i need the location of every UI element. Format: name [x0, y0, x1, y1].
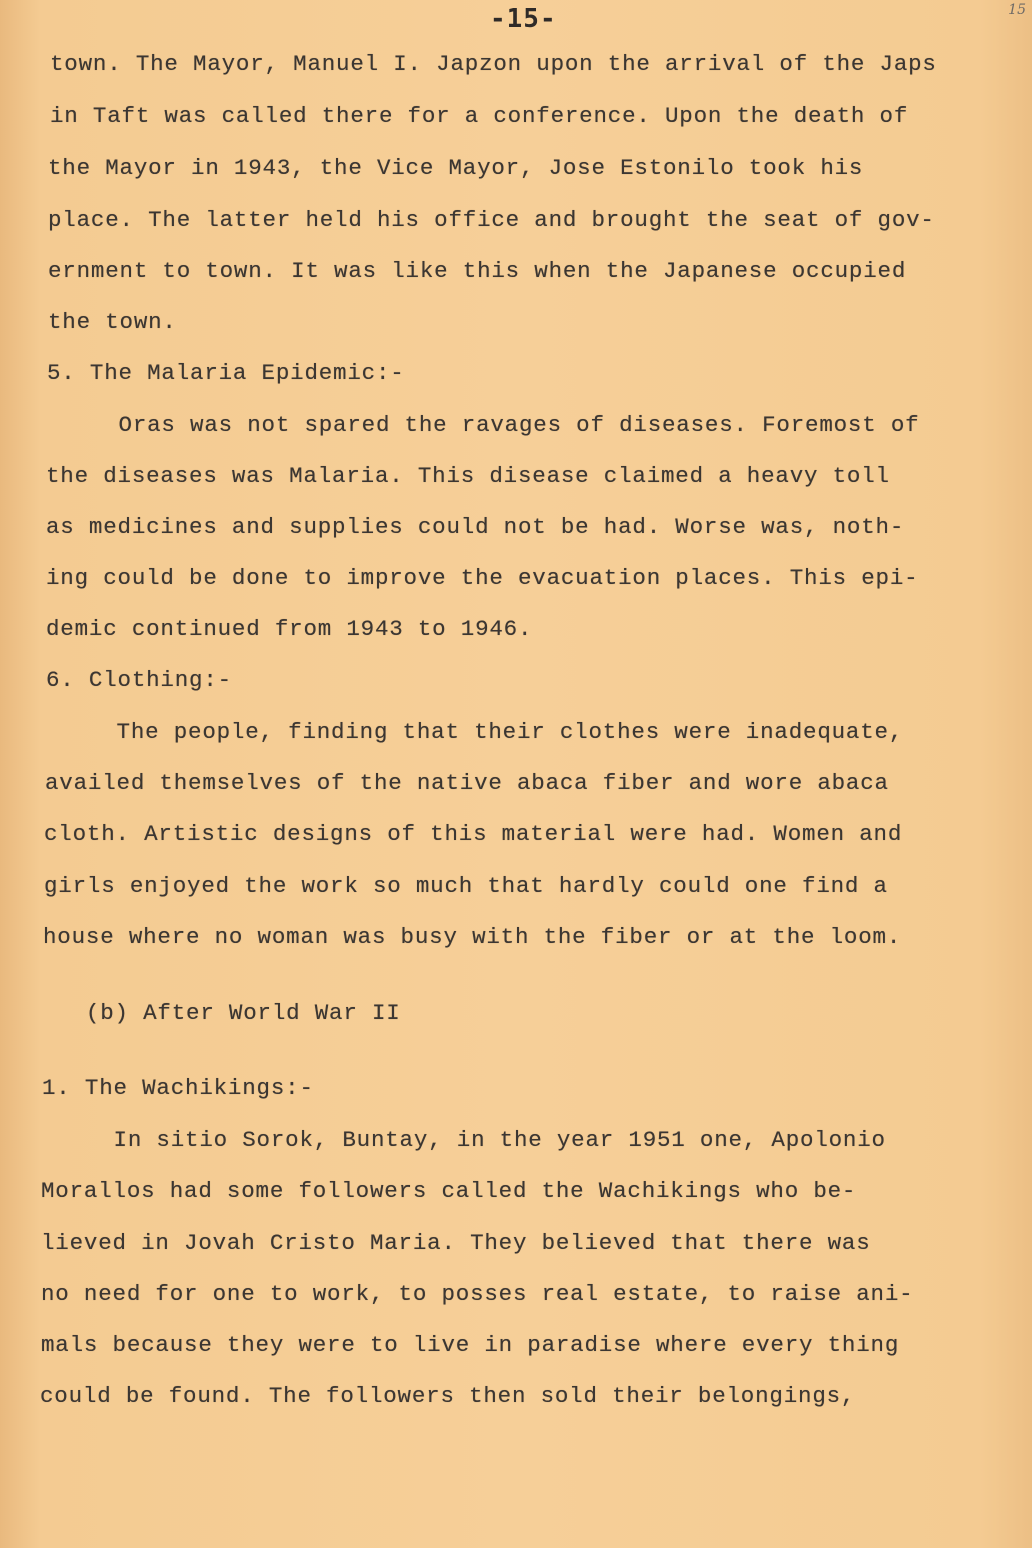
text-line: The people, finding that their clothes were inadequate, [45, 719, 904, 745]
section-heading: 5. The Malaria Epidemic:- [47, 360, 405, 386]
section-heading: (b) After World War II [43, 1000, 401, 1026]
text-line: place. The latter held his office and brought the seat of gov- [48, 207, 935, 233]
text-line: town. The Mayor, Manuel I. Japzon upon the arrival of the Japs [50, 51, 937, 77]
page-number: -15- [490, 4, 557, 34]
text-line: the diseases was Malaria. This disease claimed a heavy toll [46, 463, 890, 489]
text-line: house where no woman was busy with the fiber or at the loom. [43, 924, 902, 950]
text-line: could be found. The followers then sold their belongings, [40, 1383, 856, 1409]
text-line: lieved in Jovah Cristo Maria. They believed that there was [41, 1230, 871, 1256]
text-line: In sitio Sorok, Buntay, in the year 1951 one, Apolonio [42, 1127, 886, 1153]
text-line: Oras was not spared the ravages of diseases. Foremost of [47, 412, 920, 438]
section-heading: 1. The Wachikings:- [42, 1075, 314, 1101]
text-line: cloth. Artistic designs of this material were had. Women and [44, 821, 903, 847]
text-line: mals because they were to live in paradise where every thing [41, 1332, 900, 1358]
text-line: as medicines and supplies could not be had. Worse was, noth- [46, 514, 905, 540]
corner-page-mark: 15 [1008, 2, 1026, 18]
text-line: in Taft was called there for a conference. Upon the death of [50, 103, 909, 129]
text-line: the Mayor in 1943, the Vice Mayor, Jose Estonilo took his [48, 155, 864, 181]
text-line: availed themselves of the native abaca fiber and wore abaca [45, 770, 889, 796]
text-line: no need for one to work, to posses real estate, to raise ani- [41, 1281, 914, 1307]
text-line: girls enjoyed the work so much that hardly could one find a [44, 873, 888, 899]
text-line: demic continued from 1943 to 1946. [46, 616, 533, 642]
section-heading: 6. Clothing:- [46, 667, 232, 693]
text-line: ing could be done to improve the evacuation places. This epi- [46, 565, 919, 591]
text-line: ernment to town. It was like this when the Japanese occupied [48, 258, 907, 284]
text-line: Morallos had some followers called the Wachikings who be- [41, 1178, 857, 1204]
text-line: the town. [48, 309, 177, 335]
